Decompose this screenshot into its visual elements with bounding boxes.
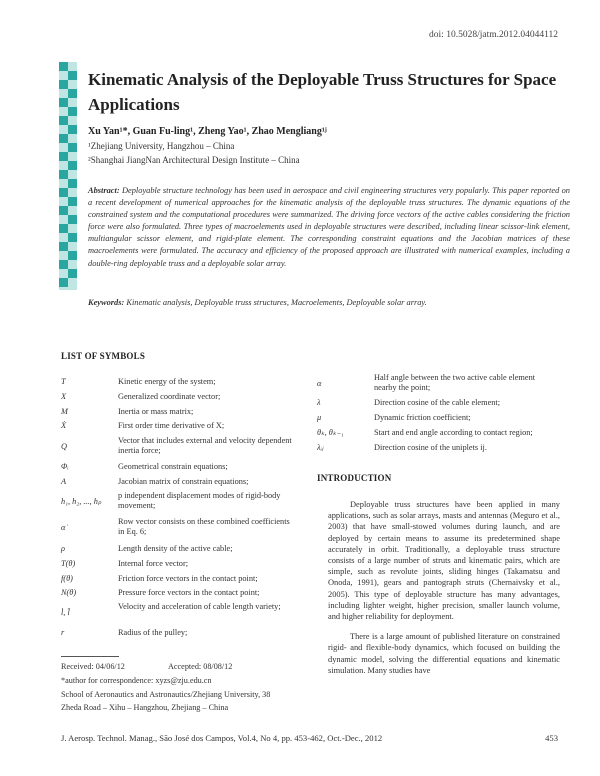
address-line-1: School of Aeronautics and Astronautics/Zhejiang University, 38 xyxy=(61,690,271,699)
symbol-desc: Row vector consists on these combined coefficients in Eq. 6; xyxy=(118,517,290,536)
symbol-desc: Friction force vectors in the contact point; xyxy=(118,574,258,583)
symbol-desc: Jacobian matrix of constrain equations; xyxy=(118,477,249,486)
symbol: ρ xyxy=(61,544,65,553)
symbol: r xyxy=(61,628,65,637)
symbols-heading: LIST OF SYMBOLS xyxy=(61,351,146,361)
symbol: λ xyxy=(317,398,321,407)
keywords-text: Kinematic analysis, Deployable truss structures, Macroelements, Deployable solar array. xyxy=(126,298,427,307)
address-line-2: Zheda Road – Xihu – Hangzhou, Zhejiang – China xyxy=(61,703,229,712)
footnote-rule xyxy=(61,656,119,657)
symbol-desc: Direction cosine of the cable element; xyxy=(374,398,501,407)
doi: doi: 10.5028/jatm.2012.04044112 xyxy=(429,30,558,40)
symbol: l̇, l̈ xyxy=(61,608,70,617)
symbol: h₁, h₂, ..., hₚ xyxy=(61,497,102,506)
symbol: N(θ) xyxy=(61,588,77,597)
symbol: Φᵢ xyxy=(61,462,69,471)
symbol: f(θ) xyxy=(61,574,73,583)
symbol: T(θ) xyxy=(61,559,76,568)
symbol-desc: Vector that includes external and velocity dependent inertia force; xyxy=(118,436,292,455)
symbol: λᵢⱼ xyxy=(317,443,324,452)
introduction-heading: INTRODUCTION xyxy=(317,473,392,483)
introduction-body xyxy=(328,499,560,685)
paper-title: Kinematic Analysis of the Deployable Truss Structures for Space Applications xyxy=(88,70,557,114)
symbol: M xyxy=(61,407,68,416)
symbol-desc: Geometrical constrain equations; xyxy=(118,462,228,471)
received-date: Received: 04/06/12 xyxy=(61,662,125,671)
authors: Xu Yan¹*, Guan Fu-ling¹, Zheng Yao¹, Zhao Mengliang¹ʲ xyxy=(88,126,327,137)
symbol: θₖ, θₖ₋₁ xyxy=(317,428,344,437)
symbol-desc: Kinetic energy of the system; xyxy=(118,377,216,386)
symbol: Q xyxy=(61,442,67,451)
symbol: T xyxy=(61,377,66,386)
symbol: α̇ xyxy=(61,523,66,532)
abstract-label: Abstract: xyxy=(88,186,120,195)
symbol: α xyxy=(317,379,322,388)
symbol: μ xyxy=(317,413,322,422)
page-number: 453 xyxy=(545,733,558,743)
intro-paragraph-1: Deployable truss structures have been applied in many applications, such as solar arrays, masts and antennas (Meguro et al., 2003) that have small-stowed volumes during launch, and are deployed by certain means to assume its predetermined shape accurately in orbit. Traditionally, a deployable truss structure consists of a large number of struts and kinematic pairs, which are simple, such as revolute joints, sliding hinges (Takamatsu and Onoda, 1991), gears and pantograph struts (Chernaivsky et al., 2005). This type of deployable structure has many advantages, including lighter weight, higher precision, smaller launch volume, and higher reliability for deployment. xyxy=(328,500,560,622)
keywords-label: Keywords: xyxy=(88,298,125,307)
symbols-left xyxy=(61,0,301,776)
accepted-date: Accepted: 08/08/12 xyxy=(168,662,233,671)
symbol: A xyxy=(61,477,67,486)
symbol-desc: Half angle between the two active cable element nearby the point; xyxy=(374,373,536,392)
journal-footer: J. Aerosp. Technol. Manag., São José dos Campos, Vol.4, No 4, pp. 453-462, Oct.-Dec., 2012 xyxy=(61,733,383,743)
symbol: X xyxy=(61,392,67,401)
symbol-desc: p independent displacement modes of rigid-body movement; xyxy=(118,491,281,510)
intro-paragraph-2: There is a large amount of published literature on constrained rigid- and flexible-body dynamics, which focused on building the dynamic model, solving the differential equations and kinematic simulation. Many studies have xyxy=(328,632,560,675)
symbol-desc: Velocity and acceleration of cable length variety; xyxy=(118,602,281,611)
symbol-desc: Dynamic friction coefficient; xyxy=(374,413,471,422)
symbol-desc: Internal force vector; xyxy=(118,559,189,568)
symbol-desc: Radius of the pulley; xyxy=(118,628,188,637)
symbol-desc: Pressure force vectors in the contact point; xyxy=(118,588,260,597)
affiliation-1: ¹Zhejiang University, Hangzhou – China xyxy=(88,141,235,151)
symbol-desc: Start and end angle according to contact region; xyxy=(374,428,533,437)
symbol-desc: Inertia or mass matrix; xyxy=(118,407,194,416)
abstract-text: Deployable structure technology has been used in aerospace and civil engineering structures very popularly. This paper reported on a recent development of numerical approaches for the kinematic analysis of the deployable truss structures. The dynamic equations of the constrained system and the computational procedures were summarized. The driving force vectors of the active cables considering the friction force were also formulated. Three types of macroelements used in deployable structures were described, including linear scissor-link element, multiangular scissor element, and rigid-plate element. The corresponding constraint equations and the Jacobian matrices of these macroelements were formulated. The accuracy and efficiency of the proposed approach are illustrated with numerical examples, including a double-ring deployable truss and a deployable solar array. xyxy=(88,186,570,268)
symbol-desc: First order time derivative of X; xyxy=(118,421,225,430)
correspondence: *author for correspondence: xyzs@zju.edu.cn xyxy=(61,676,212,685)
symbol-desc: Direction cosine of the uniplets ij. xyxy=(374,443,487,452)
symbol-desc: Generalized coordinate vector; xyxy=(118,392,221,401)
affiliation-2: ²Shanghai JiangNan Architectural Design Institute – China xyxy=(88,155,300,165)
symbol: Ẋ xyxy=(61,421,67,430)
symbol-desc: Length density of the active cable; xyxy=(118,544,233,553)
